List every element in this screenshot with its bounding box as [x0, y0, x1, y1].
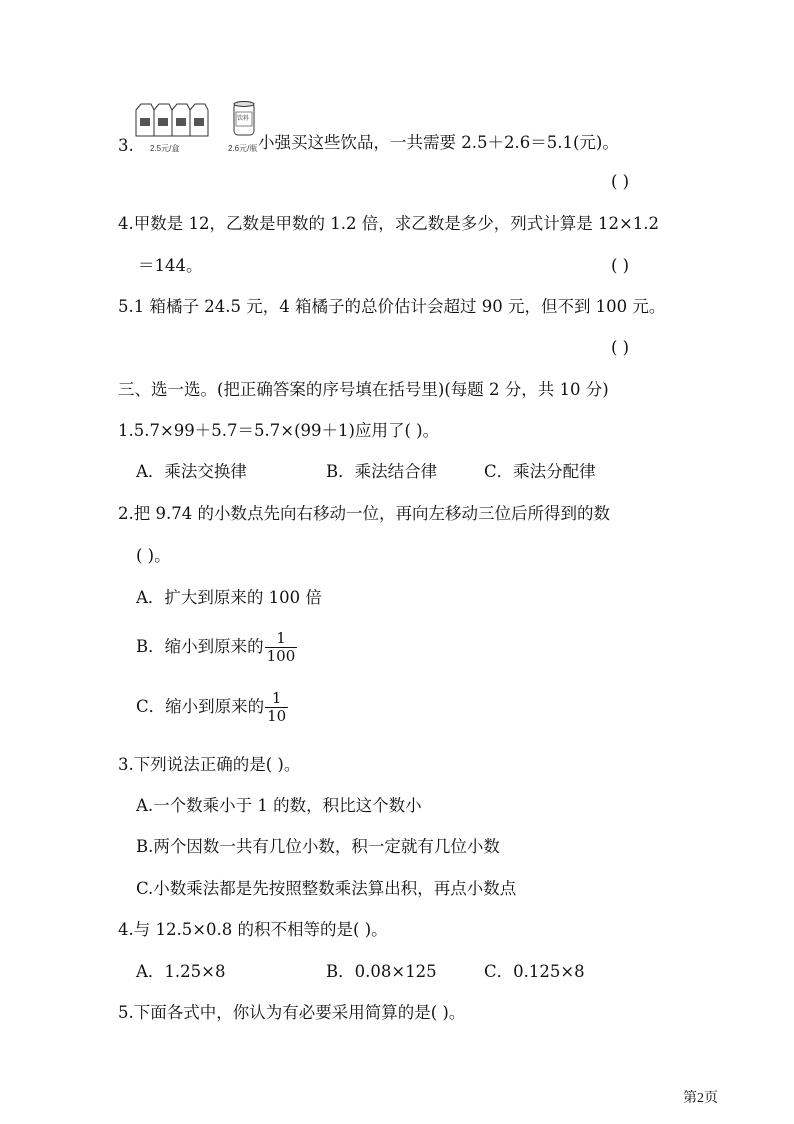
s3-q4-option-b: B．0.08×125 — [326, 962, 437, 981]
s3-q1-stem: 1.5.7×99＋5.7＝5.7×(99＋1)应用了( )。 — [118, 421, 440, 440]
s3-q1-option-c: C．乘法分配律 — [484, 462, 596, 481]
s3-q2-option-b-prefix: B．缩小到原来的 — [136, 637, 264, 656]
q5-answer-paren[interactable]: ( ) — [611, 338, 630, 357]
s3-q1-option-a: A．乘法交换律 — [136, 462, 247, 481]
fraction — [265, 690, 288, 725]
fraction-numerator: 1 — [265, 690, 288, 708]
s3-q2-option-a: A．扩大到原来的 100 倍 — [136, 588, 322, 607]
s3-q3-stem: 3.下列说法正确的是( )。 — [118, 755, 301, 774]
milk-price: 2.5元/盒 — [150, 144, 180, 153]
can-label: 饮料 — [237, 116, 250, 122]
section3-title: 三、选一选。(把正确答案的序号填在括号里)(每题 2 分，共 10 分) — [118, 380, 609, 399]
milk-cartons-icon — [134, 102, 214, 138]
q3-answer-paren[interactable]: ( ) — [611, 172, 630, 191]
fraction — [265, 630, 298, 665]
q4-answer-paren[interactable]: ( ) — [611, 256, 630, 275]
s3-q1-option-b: B．乘法结合律 — [326, 462, 438, 481]
q4-line1: 4.甲数是 12，乙数是甲数的 1.2 倍，求乙数是多少，列式计算是 12×1.2 — [118, 214, 660, 233]
s3-q4-stem: 4.与 12.5×0.8 的积不相等的是( )。 — [118, 920, 388, 939]
s3-q5-stem: 5.下面各式中，你认为有必要采用简算的是( )。 — [118, 1003, 466, 1022]
s3-q4-option-a: A．1.25×8 — [136, 962, 226, 981]
q5-text: 5.1 箱橘子 24.5 元，4 箱橘子的总价估计会超过 90 元，但不到 100 元。 — [118, 297, 666, 316]
page-number: 第2页 — [683, 1091, 718, 1106]
fraction-denominator: 100 — [266, 647, 296, 665]
fraction-denominator: 10 — [267, 707, 287, 725]
s3-q2-stem-line1: 2.把 9.74 的小数点先向右移动一位，再向左移动三位后所得到的数 — [118, 504, 610, 523]
s3-q3-option-a: A.一个数乘小于 1 的数，积比这个数小 — [136, 796, 422, 815]
s3-q2-option-c — [136, 688, 288, 726]
s3-q2-option-b — [136, 628, 297, 666]
s3-q2-option-c-prefix: C．缩小到原来的 — [136, 697, 265, 716]
s3-q2-stem-line2: ( )。 — [136, 546, 171, 565]
q3-text: 小强买这些饮品，一共需要 2.5＋2.6＝5.1(元)。 — [258, 133, 619, 152]
s3-q4-option-c: C．0.125×8 — [484, 962, 585, 981]
s3-q3-option-b: B.两个因数一共有几位小数，积一定就有几位小数 — [136, 837, 500, 856]
q4-line2: ＝144。 — [138, 256, 203, 275]
s3-q3-option-c: C.小数乘法都是先按照整数乘法算出积，再点小数点 — [136, 879, 517, 898]
fraction-numerator: 1 — [265, 630, 298, 648]
can-price: 2.6元/瓶 — [228, 144, 258, 153]
q3-number: 3. — [118, 136, 134, 155]
